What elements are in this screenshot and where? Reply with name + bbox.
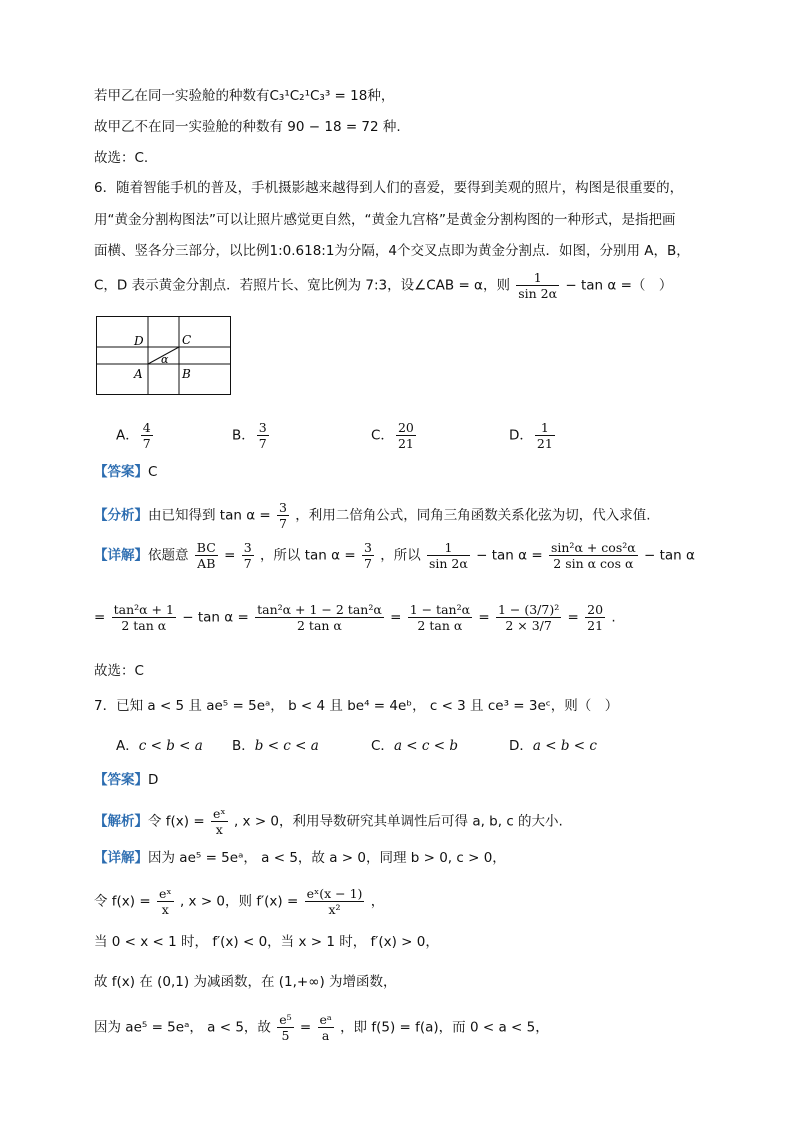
option-d: D．a < b < c: [509, 738, 597, 754]
option-c: C． $\frac{20}{21}$: [371, 420, 414, 451]
option-c: C．a < c < b: [371, 738, 458, 754]
analysis-line: 【分析】由已知得到 tan α = $\frac{3}{7}$ ，利用二倍角公式，同角三角函数关系化弦为切，代入求值.: [94, 500, 651, 531]
question-6-line: 面横、竖各分三部分，以比例1:0.618:1为分隔，4个交叉点即为黄金分割点．如图，分别用 A，B，: [94, 243, 690, 259]
option-a: A．c < b < a: [116, 738, 203, 754]
text-line: 若甲乙在同一实验舱的种数有C₃¹C₂¹C₃³ = 18种，: [94, 88, 395, 104]
detail-line: 令 f(x) = $\frac{\text{eˣ}}{x}$ , x > 0，则 f′(x) = $\frac{\text{eˣ(x − 1)}}{\text{x²}}$ ，: [94, 886, 385, 917]
analysis-line: 【解析】令 f(x) = $\frac{\text{eˣ}}{x}$ , x > 0，利用导数研究其单调性后可得 a, b, c 的大小.: [94, 806, 563, 837]
question-6-line: [94, 270, 672, 301]
angle-label-alpha: α: [161, 353, 169, 366]
answer-line: 【答案】D: [94, 772, 159, 788]
detail-line: 因为 ae⁵ = 5eᵃ， a < 5，故 $\frac{\text{e⁵}}{5}$ = $\frac{\text{eᵃ}}{a}$ ，即 f(5) = f(a)，而 0 < a < 5，: [94, 1012, 549, 1043]
point-label-C: C: [182, 333, 192, 347]
question-6-text: C，D 表示黄金分割点．若照片长、宽比例为 7:3，设∠CAB = α，则: [94, 277, 510, 294]
option-b: B．b < c < a: [232, 738, 319, 754]
option-b: B． $\frac{3}{7}$: [232, 420, 267, 451]
fraction: $\frac{1}{\sin 2\alpha}$: [518, 270, 558, 301]
point-label-A: A: [134, 367, 143, 381]
detail-line: 故 f(x) 在 (0,1) 为减函数，在 (1,+∞) 为增函数，: [94, 974, 397, 990]
point-label-D: D: [134, 334, 144, 348]
golden-grid-figure: [96, 316, 234, 396]
question-7-stem: 7．已知 a < 5 且 ae⁵ = 5eᵃ， b < 4 且 be⁴ = 4eᵇ， c < 3 且 ce³ = 3eᶜ，则（ ）: [94, 698, 619, 714]
question-6-line: 用“黄金分割构图法”可以让照片感觉更自然，“黄金九宫格”是黄金分割构图的一种形式，是指把画: [94, 212, 676, 228]
text-line: 故甲乙不在同一实验舱的种数有 90 − 18 = 72 种.: [94, 119, 401, 135]
detail-line: 【详解】依题意 $\frac{BC}{AB}$ = $\frac{3}{7}$ ，所以 tan α = $\frac{3}{7}$ ，所以 $\frac{1}{\sin 2\alpha}$ − tan α = $\frac{\text{sin²α + cos²α}}{\text{2 sin α cos α}}$ − tan α: [94, 540, 695, 571]
detail-line: 【详解】因为 ae⁵ = 5eᵃ， a < 5，故 a > 0，同理 b > 0, c > 0，: [94, 850, 506, 866]
text-line: 故选：C: [94, 663, 144, 679]
question-6-text: − tan α =（ ）: [565, 277, 673, 294]
answer-line: 【答案】C: [94, 464, 158, 480]
option-d: D． $\frac{1}{21}$: [509, 420, 553, 451]
point-label-B: B: [182, 367, 191, 381]
text-line: 故选：C.: [94, 150, 149, 166]
option-a: A． $\frac{4}{7}$: [116, 420, 151, 451]
detail-line: 当 0 < x < 1 时， f′(x) < 0，当 x > 1 时， f′(x) > 0，: [94, 934, 439, 950]
detail-line: = $\frac{\text{tan²α + 1}}{\text{2 tan α}}$ − tan α = $\frac{\text{tan²α + 1 − 2 tan²α}}{\text{2 tan α}}$ = $\frac{\text{1 − tan²α}}{\text{2 tan α}}$ = $\frac{\text{1 − (3/7)²}}{2 \times 3/7}$ = $\frac{20}{21}$ .: [94, 602, 616, 633]
question-6-line: 6．随着智能手机的普及，手机摄影越来越得到人们的喜爱，要得到美观的照片，构图是很重要的，: [94, 180, 684, 196]
